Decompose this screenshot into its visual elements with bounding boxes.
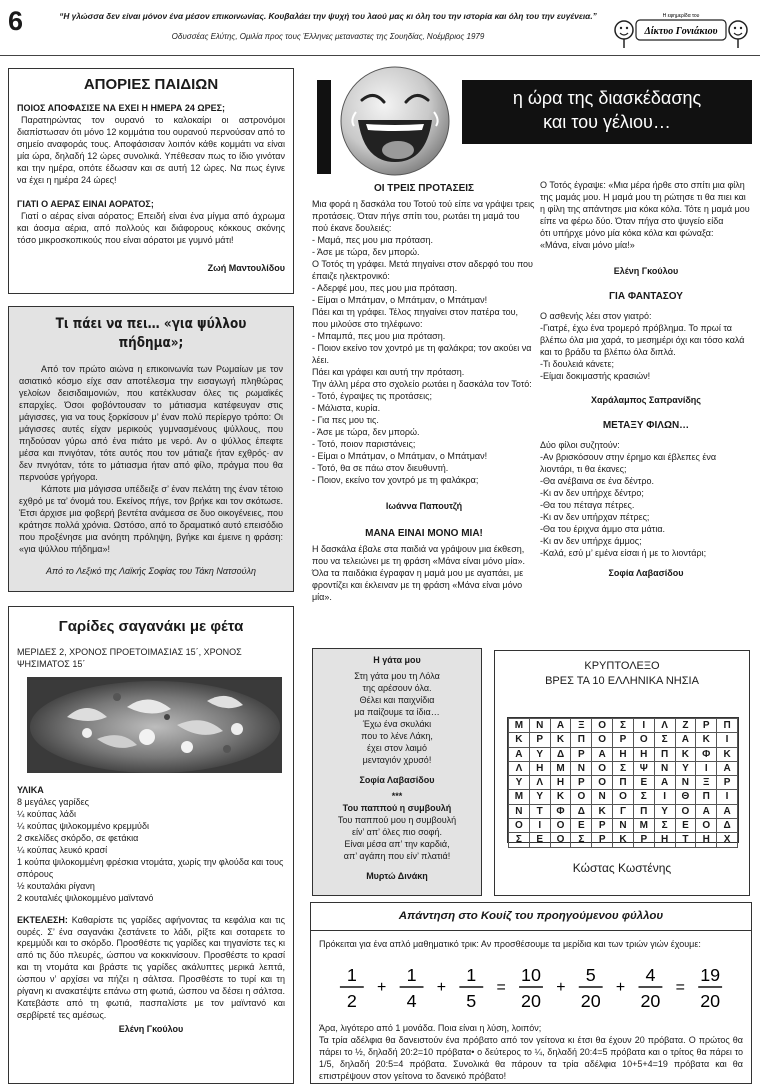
quiz-answer-intro: Πρόκειται για ένα απλό μαθηματικό τρικ: Αν προσθέσουμε τα μερίδια και των τριών γιών έχουμε: [319,939,701,950]
poem-line: Στη γάτα μου τη Λόλα [354,670,440,681]
joke-line: -Θα ανέβαινα σε ένα δέντρο. [540,476,654,487]
joke-line: Πάει και γράφει και αυτή την πρόταση. [312,366,465,377]
grid-cell: Ν [613,819,634,833]
ingredient-item: ½ κουταλάκι ρίγανη [17,880,95,891]
grid-cell: Ε [633,776,654,790]
grid-cell: Π [613,776,634,790]
grid-cell: Δ [717,819,738,833]
grid-cell: Α [696,804,717,818]
fraction-numerator: 1 [406,965,417,986]
recipe-title: Γαρίδες σαγανάκι με φέτα [58,618,244,635]
grid-cell: Μ [633,819,654,833]
shrimp-dish-photo [27,677,282,773]
grid-cell: Ο [592,776,613,790]
fraction-denominator: 20 [700,991,721,1012]
grid-cell: Ν [571,761,592,775]
grid-cell: Ρ [571,776,592,790]
grid-cell: Ι [633,719,654,733]
grid-cell: Φ [550,804,571,818]
joke-line: ότι υπήρχε μόνο μία κόκα κόλα και φώναξα: [540,227,714,238]
joke-line: -Αν βρισκόσουν στην έρημο και έβλεπες ένα λιοντάρι, τι θα έκανες; [540,452,717,475]
fun-section-bar [317,80,331,174]
poem-line: μενταγιόν χρυσό! [362,754,432,765]
grid-cell: Μ [550,761,571,775]
joke-line: -Κι αν δεν υπήρχε άμμος; [540,535,642,546]
grid-cell: Ο [592,761,613,775]
grid-cell: Σ [571,833,592,847]
grid-cell: Σ [613,719,634,733]
fraction-denominator: 20 [640,991,661,1012]
grid-cell: Π [654,747,675,761]
answer-air-invisible: Γιατί ο αέρας είναι αόρατος; Επειδή είναι ένα μίγμα από άχρωμα και άοσμα αέρια, από πολλούς και διάφορους κόκκους σκόνης τόσο μικροσκοπικούς που είναι αόρατοι με γυμνό μάτι! [17,210,285,245]
method-text: Καθαρίστε τις γαρίδες αφήνοντας τα κεφάλια και τις ουρές. Σ’ ένα σαγανάκι ζεστάνετε το λάδι, ρίξτε και σοταρετε το κρεμμύδι και το σκόρδο. Προσθέστε τις γαρίδες και τηγανίστε τες κι από τις δύο πλευρές, ώσπου να κοκκινίσουν. Προσθέστε το κρασί και τη ντομάτα και βράστε τις γαρίδες ακάλυπτες μερικά λεπτά, ώσπου ν’ αρχίσει να πήζει η σάλτσα. Προσθέστε το τυρί και τη ρίγανη κι ανακατέψτε επάνω στη φωτιά, ώσπου να δέσει η σάλτσα. Κατεβάστε από τη φωτιά, πασπαλίστε με τον μαϊντανό και σερβίρετέ τες αμέσως. [17,914,285,1021]
flea-jump-paragraph-1: Από τον πρώτο αιώνα η επικοινωνία των Ρωμαίων με τον ασιατικό κόσμο είχε σαν αποτέλεσμα την εισαγωγή πληθώρας γελοίων δεισιδαιμονιών, που κατέκλυσαν όλες τις ρωμαϊκές επαρχίες. Όσοι φοβόντουσαν το μάτιασμα κατέφευγαν στις μάγισσες, για να τους ξορκίσουν μ’ έναν πολύ περίεργο τρόπο: Οι μάγισσες αυτές είχαν μερικούς γυμνασμένους ψύλλους, που πηδούσαν γύρω από ένα πιάτο με νερό. Αν ο ψύλλος έπεφτε μέσα και πνιγόταν, τότε αυτός που τον μάτιαζε ήταν εχθρός· αν δεν πνιγόταν, τότε το μάτιασμα ήταν από φίλο, πράγμα που θα περνούσε γρήγορα. [19,364,283,482]
equation-operator: + [615,979,626,997]
logo-text: Δίκτυο Γονιάκιου [644,26,718,37]
grid-cell: Π [717,719,738,733]
grid-cell: Ρ [571,747,592,761]
ingredient-item: ¼ κούπας λάδι [17,808,77,819]
poem-line: Είναι μέσα απ’ την καρδιά, [344,838,450,849]
fraction-numerator: 4 [645,965,656,986]
grid-cell: Σ [509,833,530,847]
poem-line: Του παππού μου η συμβουλή [337,814,457,825]
joke-line: - Τοτό, ποιον παριστάνεις; [312,438,416,449]
fraction-numerator: 10 [521,965,541,986]
fraction-numerator: 1 [466,965,477,986]
grid-cell: Ξ [696,776,717,790]
grid-cell: Ν [509,804,530,818]
grid-cell: Τ [529,804,550,818]
grid-cell: Ι [696,761,717,775]
friends-author: Σοφία Λαβασίδου [608,567,684,578]
grid-cell: Κ [592,804,613,818]
joke-line: - Ποιον εκείνο τον χοντρό με τη φαλάκρα; τον ακούει να λέει. [312,342,532,365]
grid-cell: Α [675,733,696,747]
flea-jump-source: Από το Λεξικό της Λαϊκής Σοφίας του Τάκη Νατσούλη [45,565,257,576]
grid-cell: Ν [654,761,675,775]
grid-cell: Λ [509,761,530,775]
header-quote: “Η γλώσσα δεν είναι μόνον ένα μέσον επικοινωνίας. Κουβαλάει την ψυχή του λαού μας κι όλη του την ιστορία και όλη του την ευγένεια.” [59,11,597,21]
grid-cell: Ο [675,804,696,818]
joke-line: Ο Τοτός έγραψε: «Μια μέρα ήρθε στο σπίτι μια φίλη της μαμάς μου. Η μαμά μου τη ρώτησε τι θα πιει και η φίλη της απάντησε μια κόκα κόλα. Τότε η μαμά μου είπε να φέρω δύο. Όταν πήγα στο ψυγείο είδα [540,180,750,226]
grid-cell: Ψ [633,761,654,775]
poem-line: απ’ αγάπη που είν’ πλατιά! [343,850,451,861]
grid-cell: Κ [550,733,571,747]
joke-line: - Μάλιστα, κυρία. [312,402,381,413]
fun-banner-line-2: και του γέλιου… [543,112,671,133]
grandpa-poem-author: Μυρτώ Δινάκη [366,870,428,881]
flea-jump-title: Τι πάει να πει… «για ψύλλου πήδημα»; [55,316,247,351]
cat-poem-title: Η γάτα μου [373,655,421,665]
grid-cell: Κ [509,733,530,747]
joke-line: -Καλά, εσύ μ’ εμένα είσαι ή με το λιοντάρι; [540,547,707,558]
word-search-title-2: ΒΡΕΣ ΤΑ 10 ΕΛΛΗΝΙΚΑ ΝΗΣΙΑ [545,675,699,688]
joke-line: - Μπαμπά, πες μου μια πρόταση. [312,330,446,341]
mana-text: Η δασκάλα έβαλε στα παιδιά να γράψουν μια έκθεση, που να τελειώνει με τη φράση «Μάνα είναι μόνο μία». Όλα τα παιδάκια έγραφαν η μαμά μου με αγαπάει, με φροντίζει και έκλειναν με τη φράση «Μάνα είναι μόνο μία». [312,543,526,602]
grid-cell: Τ [675,833,696,847]
joke-line: -Κι αν δεν υπήρχαν πέτρες; [540,511,650,522]
joke-line: «Μάνα, είναι μόνο μία!» [540,239,635,250]
grid-cell: Υ [675,761,696,775]
grid-cell: Η [550,776,571,790]
question-24-hours: ΠΟΙΟΣ ΑΠΟΦΑΣΙΣΕ ΝΑ ΕΧΕΙ Η ΗΜΕΡΑ 24 ΩΡΕΣ; [17,102,225,113]
grid-cell: Ρ [592,819,613,833]
grid-cell: Σ [633,790,654,804]
grid-cell: Ο [550,833,571,847]
fraction-denominator: 2 [346,991,357,1012]
logo-small-text: Η εφημερίδα του [662,13,700,19]
ingredient-item: ¼ κούπας ψιλοκομμένο κρεμμύδι [17,820,149,831]
fraction-denominator: 20 [580,991,601,1012]
joke-line: Δύο φίλοι συζητούν: [540,440,620,451]
grid-cell: Ι [717,790,738,804]
joke-line: -Γιατρέ, έχω ένα τρομερό πρόβλημα. Το πρωί τα βλέπω όλα μια χαρά, το μεσημέρι όχι και τόσο καλά και το βράδυ τα βλέπω όλα διπλά. [540,323,745,357]
grid-cell: Σ [654,819,675,833]
grid-cell: Γ [613,804,634,818]
joke-line: - Ποιον, εκείνο τον χοντρό με τη φαλάκρα; [312,474,479,485]
grid-cell: Η [529,761,550,775]
grid-cell: Ο [592,733,613,747]
grid-cell: Α [717,761,738,775]
joke-line: - Τοτό, θα σε πάω στον διευθυντή. [312,462,449,473]
fantasy-title: ΓΙΑ ΦΑΝΤΑΣΟΥ [609,290,683,302]
grid-cell: Α [550,719,571,733]
fraction-numerator: 1 [346,965,357,986]
three-sentences-author: Ιωάννα Παπουτζή [385,500,463,511]
grid-cell: Υ [529,747,550,761]
joke-line: -Θα του έριχνα άμμο στα μάτια. [540,523,666,534]
grid-cell: Α [717,804,738,818]
quiz-answer-text-2: Τα τρία αδέλφια θα δανειστούν ένα πρόβατο από τον γείτονα κι έτσι θα έχουν 20 πρόβατα. Ο πρώτος θα πάρει το ½, δηλαδή 20:2=10 πρόβατα• ο δεύτερος το ¼, δηλαδή 20:4=5 πρόβατα και ο τρίτος θα πάρει το 1/5, δηλαδή 20:5=4 πρόβατα. Συνολικά θα πάρουν τα τρία αδέλφια 10+5+4=19 πρόβατα και θα επιστρέψουν στον γείτονα το δανεικό πρόβατο! [319,1035,743,1082]
grid-cell: Μ [509,790,530,804]
grid-cell: Ο [592,719,613,733]
poem-line: που το λένε Λάκη, [361,730,433,741]
ingredient-item: ¼ κούπας λευκό κρασί [17,844,108,855]
grid-cell: Ρ [696,719,717,733]
joke-line: -Είμαι δοκιμαστής κρασιών! [540,370,651,381]
grid-cell: Η [654,833,675,847]
equation-operator: = [496,979,506,997]
joke-line: - Τοτό, έγραψες τις προτάσεις; [312,390,433,401]
fraction-numerator: 5 [585,965,596,986]
poems-box [312,648,482,896]
fraction-equation [319,957,743,1015]
children-questions-title: ΑΠΟΡΙΕΣ ΠΑΙΔΙΩΝ [83,76,219,93]
joke-line: Την άλλη μέρα στο σχολείο ρωτάει η δασκάλα τον Τοτό: [312,378,532,389]
grid-cell: Π [633,804,654,818]
grid-cell: Α [509,747,530,761]
ingredient-item: 8 μεγάλες γαρίδες [17,796,89,807]
grid-cell: Χ [717,833,738,847]
poem-line: είν’ απ’ όλες πιο σοφή. [351,826,443,837]
grid-cell: Ε [675,819,696,833]
cat-poem-author: Σοφία Λαβασίδου [359,774,435,785]
grid-cell: Υ [509,776,530,790]
grid-cell: Π [696,790,717,804]
equation-operator: = [675,979,685,997]
grandpa-poem-title: Του παππού η συμβουλή [342,802,452,813]
grid-cell: Θ [675,790,696,804]
joke-line: Μια φορά η δασκάλα του Τοτού τού είπε να γράψει τρεις προτάσεις. Όταν πήγε σπίτι του, ρωτάει τη μαμά του πού έκανε δουλειές: [312,199,535,234]
quiz-answer-text-1: Άρα, λιγότερο από 1 μονάδα. Ποια είναι η λύση, λοιπόν; [319,1023,542,1034]
fun-banner-line-1: η ώρα της διασκέδασης [512,88,702,108]
flea-jump-box [8,306,294,592]
three-sentences-title: ΟΙ ΤΡΕΙΣ ΠΡΟΤΑΣΕΙΣ [373,183,475,194]
joke-line: Ο ασθενής λέει στον γιατρό: [540,311,652,322]
grid-cell: Ο [509,819,530,833]
word-search-grid [507,717,739,846]
fraction-denominator: 5 [466,991,477,1012]
grid-cell: Η [633,747,654,761]
mana-title: ΜΑΝΑ ΕΙΝΑΙ ΜΟΝΟ ΜΙΑ! [365,527,483,539]
grid-cell: Κ [550,790,571,804]
aporia-author: Ζωή Μαντουλίδου [207,262,285,273]
grid-cell: Σ [613,761,634,775]
grid-cell: Ρ [529,733,550,747]
poem-separator: *** [391,790,403,801]
word-search-title-1: ΚΡΥΠΤΟΛΕΞΟ [584,660,660,672]
joke-line: -Τι δουλειά κάνετε; [540,358,614,369]
grid-cell: Ι [654,790,675,804]
ingredient-item: 1 κούπα ψιλοκομμένη φρέσκια ντομάτα, χωρίς την φλούδα και τους σπόρους [17,856,284,879]
grid-cell: Ι [529,819,550,833]
grid-cell: Ρ [592,833,613,847]
fraction-denominator: 4 [406,991,417,1012]
grid-cell: Δ [571,804,592,818]
joke-line: -Κι αν δεν υπήρχε δέντρο; [540,488,644,499]
grid-cell: Δ [550,747,571,761]
grid-cell: Κ [613,833,634,847]
question-air-invisible: ΓΙΑΤΙ Ο ΑΕΡΑΣ ΕΙΝΑΙ ΑΟΡΑΤΟΣ; [17,198,154,209]
header-quote-source: Οδυσσέας Ελύτης, Ομιλία προς τους Έλληνες μεταναστες της Σουηδίας, Νοέμβριος 1979 [171,32,485,41]
joke-line: -Θα του πέταγα πέτρες. [540,500,635,510]
word-search-box [494,650,750,896]
mana-author: Ελένη Γκούλου [613,265,679,276]
ingredients-label: ΥΛΙΚΑ [17,784,44,795]
poem-line: Θέλει και παιχνίδια [359,694,435,705]
fun-banner [462,80,752,144]
grid-cell: Φ [696,747,717,761]
poem-line: μα παίζουμε τα ίδια… [354,706,440,717]
quiz-answer-title: Απάντηση στο Κουίζ του προηγούμενου φύλλου [398,910,664,922]
equation-operator: + [377,979,387,997]
middle-column [312,180,536,604]
grid-cell: Κ [675,747,696,761]
grid-cell: Λ [654,719,675,733]
method-label: ΕΚΤΕΛΕΣΗ: [17,914,68,925]
grid-cell: Α [654,776,675,790]
header-divider [0,55,760,56]
grid-cell: Ν [529,719,550,733]
joke-line: Ο Τοτός τη γράφει. Μετά πηγαίνει στον αδερφό του που έπαιζε ηλεκτρονικό: [312,259,533,282]
recipe-author: Ελένη Γκούλου [118,1024,184,1035]
joke-line: - Άσε με τώρα, δεν μπορώ. [312,247,420,258]
grid-cell: Σ [654,733,675,747]
grid-cell: Α [592,747,613,761]
grid-cell: Ε [529,833,550,847]
quiz-answer-divider [311,930,751,931]
grid-cell: Λ [529,776,550,790]
grid-cell: Ξ [571,719,592,733]
joke-line: Πάει και τη γράφει. Τέλος πηγαίνει στον πατέρα του, που μιλούσε στο τηλέφωνο: [312,307,519,329]
flea-jump-paragraph-2: Κάποτε μια μάγισσα υπέδειξε σ’ έναν πελάτη της έναν τέτοιο εχθρό με τα’ όνομά του. Εκείνος πήγε, τον βρήκε και τον σκότωσε. Έτσι άρχισε μια φοβερή βεντέτα ανάμεσα σε δυο οικογένειες, που κράτησε πολλά χρόνια. Ωστόσο, από το δραματικό αυτό επεισόδιο που προξένησε μια ανόητη πρόληψη, βγήκε και έμεινε η φράση: «για ψύλλου πήδημα»! [19,483,283,554]
children-questions-box [8,68,294,294]
grid-cell: Κ [717,747,738,761]
ingredient-item: 2 σκελίδες σκόρδο, σε φετάκια [17,832,139,843]
grid-cell: Ο [696,819,717,833]
joke-line: - Είμαι ο Μπάτμαν, ο Μπάτμαν, ο Μπάτμαν! [312,295,488,306]
grid-cell: Η [696,833,717,847]
fraction-numerator: 19 [700,965,721,986]
equation-operator: + [556,979,566,997]
joke-line: - Είμαι ο Μπάτμαν, ο Μπάτμαν, ο Μπάτμαν! [312,450,488,461]
page-number: 6 [8,6,24,36]
friends-title: ΜΕΤΑΞΥ ΦΙΛΩΝ… [602,419,690,431]
grid-cell: Ζ [675,719,696,733]
grid-cell: Ι [717,733,738,747]
fantasy-author: Χαράλαμπος Σαπρανίδης [591,394,701,405]
grid-cell: Η [613,747,634,761]
laughing-smiley-icon [336,62,454,180]
quiz-answer-box [310,902,752,1084]
joke-line: - Για πες μου τις. [312,414,379,425]
grid-cell: Υ [529,790,550,804]
right-column [540,180,752,580]
equation-operator: + [436,979,447,997]
word-search-author: Κώστας Κωστένης [572,861,672,875]
grid-cell: Ρ [613,733,634,747]
recipe-meta: ΜΕΡΙΔΕΣ 2, ΧΡΟΝΟΣ ΠΡΟΕΤΟΙΜΑΣΙΑΣ 15΄, ΧΡΟΝΟΣ ΨΗΣΙΜΑΤΟΣ 15΄ [17,646,242,669]
joke-line: - Αδερφέ μου, πες μου μια πρόταση. [312,283,458,294]
grid-cell: Ν [592,790,613,804]
grid-cell: Ο [550,819,571,833]
joke-line: - Άσε με τώρα, δεν μπορώ. [312,426,420,437]
recipe-box [8,606,294,1084]
grid-cell: Κ [696,733,717,747]
grid-cell: Ο [633,733,654,747]
grid-cell: Ρ [633,833,654,847]
grid-cell: Ο [613,790,634,804]
grid-cell: Ε [571,819,592,833]
grid-cell: Ρ [717,776,738,790]
poem-line: Έχω ένα σκυλάκι [362,718,432,729]
newspaper-logo [612,8,750,50]
answer-24-hours: Παρατηρώντας τον ουρανό το καλοκαίρι οι αστρονόμοι διαπίστωσαν ότι μόνο 12 κομμάτια του ουρανού περνούσαν από το σημείο αναφοράς τους. Αποφάσισαν λοιπόν κάθε κομμάτι να είναι μία ώρα, δηλαδή 12 ώρες συνολικά. Υπέθεσαν πως το ίδιο γινόταν και την ημέρα, οπότε έδωσαν και σε αυτή 12 ώρες. Να πως έγινε να έχει η ημέρα 24 ώρες! [17,114,285,185]
fraction-denominator: 20 [521,991,541,1012]
grid-cell: Υ [654,804,675,818]
poem-line: έχει στον λαιμό [367,742,427,753]
grid-cell: Μ [509,719,530,733]
grid-cell: Ν [675,776,696,790]
ingredient-item: 2 κουταλιές ψιλοκομμένο μαϊντανό [17,892,154,903]
grid-cell: Ο [571,790,592,804]
joke-line: - Μαμά, πες μου μια πρόταση. [312,235,434,246]
poem-line: της αρέσουν όλα. [362,682,432,693]
grid-cell: Π [571,733,592,747]
